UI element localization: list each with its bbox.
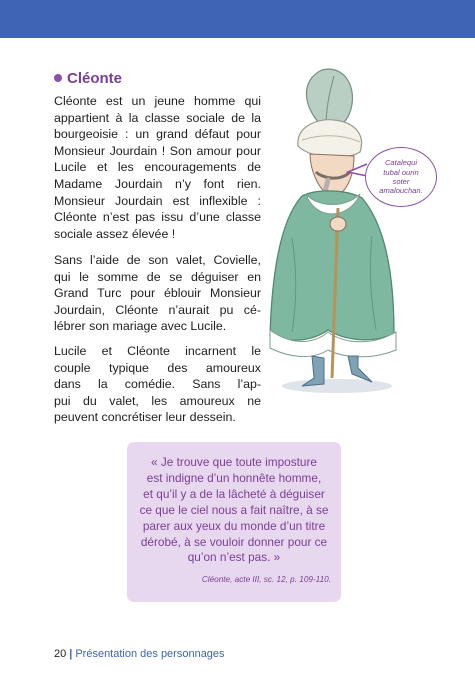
text-line: dans la comédie. Sans l’ap- [54, 377, 261, 392]
quote-line: qu’on n’est pas. » [187, 550, 281, 565]
paragraph-3 [54, 343, 261, 426]
text-line: qui le somme de se déguiser en [54, 269, 261, 284]
text-line: appartient à la classe sociale de la [54, 110, 261, 125]
ground-shadow [282, 379, 392, 393]
quote-line: « Je trouve que toute imposture [151, 455, 317, 469]
text-line: Monsieur Jourdain ! Son amour pour [54, 143, 261, 158]
quote-line: ce que le ciel nous a fait naître, à se [139, 502, 329, 517]
quote-line: parer aux yeux du monde d’un titre [142, 518, 326, 533]
bubble-line: tubal ourin [383, 167, 419, 177]
text-line: lébrer son mariage avec Lucile. [54, 319, 227, 334]
bubble-line: soter [392, 177, 410, 186]
text-line: Cléonte n’est pas issu d’une classe [54, 210, 261, 225]
speech-bubble [365, 147, 437, 207]
quote-line: dérobé, à se vouloir donner pour ce [140, 534, 328, 549]
footer-separator: | [69, 648, 73, 660]
text-line: pui du valet, les amoureux ne [54, 393, 261, 408]
header-band [0, 0, 475, 38]
paragraph-2 [54, 252, 261, 335]
text-line: Madame Jourdain n’y font rien. [54, 176, 261, 191]
text-line: Cléonte est un jeune homme qui [54, 94, 261, 108]
speech-bubble-text [373, 158, 428, 196]
text-line: Lucile et Cléonte incarnent le [54, 344, 261, 358]
section-heading [54, 70, 122, 87]
bubble-line: amalouchan. [379, 186, 423, 196]
quote-line: et qu’il y a de la lâcheté à déguiser [143, 486, 325, 501]
text-line: Monsieur Jourdain est inflexible : [54, 193, 261, 208]
text-line: Lucile et les encouragements de [54, 160, 261, 175]
quote-line: est indigne d’un honnête homme, [146, 470, 322, 485]
text-line: couple typique des amoureux [54, 360, 261, 375]
text-line: bourgeoisie : un grand défaut pour [54, 127, 261, 142]
bubble-line: Catalequi [384, 158, 418, 168]
quote-box [127, 442, 341, 602]
quote-text [137, 455, 331, 566]
page-number: 20 [54, 648, 67, 660]
section-title: Cléonte [67, 70, 123, 87]
text-line: sociale assez élevée ! [54, 226, 176, 241]
text-line: Grand Turc pour éblouir Monsieur [54, 286, 261, 301]
footer-title: Présentation des personnages [75, 648, 225, 660]
text-line: Sans l’aide de son valet, Covielle, [54, 253, 261, 267]
text-line: Jourdain, Cléonte n’aurait pu cé- [54, 302, 261, 317]
cleonte-illustration [262, 68, 412, 398]
paragraph-1 [54, 93, 261, 242]
bullet-dot-icon [54, 74, 62, 82]
text-line: peuvent concrétiser leur dessein. [54, 410, 236, 425]
quote-reference: Cléonte, acte III, sc. 12, p. 109-110. [201, 575, 331, 584]
page-footer [54, 648, 225, 660]
